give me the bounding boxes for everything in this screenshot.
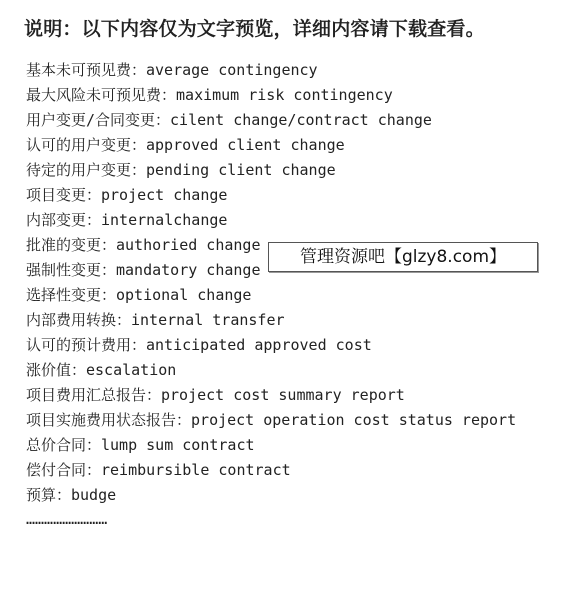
- glossary-entry: 预算：budge: [26, 486, 117, 504]
- glossary-entry: 认可的用户变更：approved client change: [26, 136, 345, 154]
- glossary-list: [26, 58, 566, 530]
- glossary-entry: 偿付合同：reimbursible contract: [26, 461, 291, 479]
- glossary-entry: 强制性变更：mandatory change: [26, 261, 261, 279]
- ellipsis: ………………………: [26, 510, 108, 528]
- glossary-entry: 选择性变更：optional change: [26, 286, 252, 304]
- glossary-entry: 用户变更/合同变更：cilent change/contract change: [26, 111, 432, 129]
- glossary-entry: 最大风险未可预见费：maximum risk contingency: [26, 86, 393, 104]
- glossary-entry: 内部费用转换：internal transfer: [26, 311, 285, 329]
- glossary-entry: 批准的变更：authoried change: [26, 236, 261, 254]
- watermark-banner: 管理资源吧【glzy8.com】: [268, 242, 538, 272]
- preview-notice: 说明：以下内容仅为文字预览，详细内容请下载查看。: [24, 18, 485, 40]
- glossary-entry: 基本未可预见费：average contingency: [26, 61, 318, 79]
- glossary-entry: 内部变更：internalchange: [26, 211, 228, 229]
- glossary-entry: 待定的用户变更：pending client change: [26, 161, 336, 179]
- glossary-entry: 认可的预计费用：anticipated approved cost: [26, 336, 372, 354]
- glossary-entry: 总价合同：lump sum contract: [26, 436, 255, 454]
- glossary-entry: 项目变更：project change: [26, 186, 228, 204]
- glossary-entry: 项目实施费用状态报告：project operation cost status report: [26, 411, 517, 429]
- glossary-entry: 项目费用汇总报告：project cost summary report: [26, 386, 405, 404]
- glossary-entry: 涨价值：escalation: [26, 361, 177, 379]
